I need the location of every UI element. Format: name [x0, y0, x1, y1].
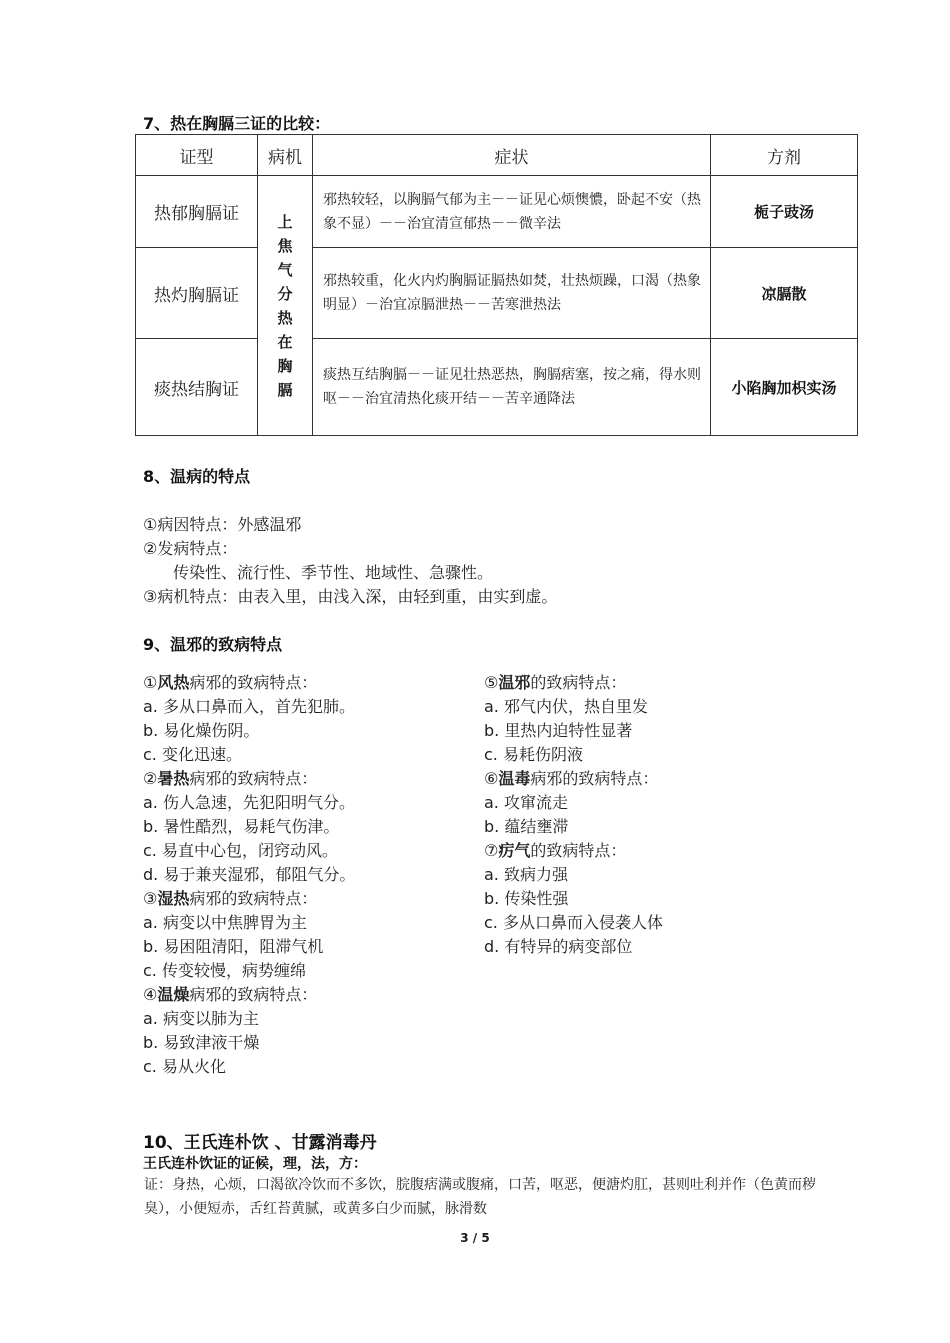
syndrome-type: 热灼胸膈证 [136, 248, 258, 339]
circled-number: ② [143, 769, 158, 788]
mechanism-char: 焦 [277, 236, 293, 255]
header-cell: 证型 [136, 135, 258, 176]
circled-number: ③ [143, 889, 158, 908]
feature-line: ③病机特点：由表入里，由浅入深，由轻到重，由实到虚。 [143, 587, 558, 606]
pathogen-name: 疠气 [498, 841, 531, 860]
section-10-subtitle: 王氏连朴饮证的证候，理，法，方： [143, 1156, 367, 1172]
section-10-body: 证：身热，心烦，口渴欲冷饮而不多饮，脘腹痞满或腹痛，口苦，呕恶，便溏灼肛，甚则吐利并作（色黄而秽臭），小便短赤，舌红苔黄腻，或黄多白少而腻，脉滑数 [144, 1177, 816, 1217]
circled-number: ① [143, 673, 158, 692]
list-item: a. 邪气内伏，热自里发 [484, 697, 648, 716]
section-10-title: 10、王氏连朴饮 、甘露消毒丹 [143, 1133, 377, 1153]
list-item: c. 变化迅速。 [143, 745, 242, 764]
table-row [136, 339, 858, 436]
circled-number: ⑤ [484, 673, 499, 692]
subsection-heading [143, 670, 317, 693]
circled-number: ⑦ [484, 841, 499, 860]
subsection-heading [143, 886, 317, 909]
list-item: c. 易从火化 [143, 1057, 226, 1076]
subsection-heading [143, 982, 317, 1005]
header-cell: 方剂 [711, 135, 858, 176]
pathogen-name: 温毒 [498, 769, 531, 788]
mechanism-char: 胸 [277, 356, 293, 375]
list-item: a. 攻窜流走 [484, 793, 568, 812]
formula-name: 凉膈散 [711, 248, 858, 339]
list-item: d. 易于兼夹湿邪，郁阻气分。 [143, 865, 356, 884]
pathogen-name: 风热 [157, 673, 190, 692]
header-cell: 症状 [313, 135, 711, 176]
list-item: b. 暑性酷烈，易耗气伤津。 [143, 817, 340, 836]
feature-line: ①病因特点：外感温邪 [143, 515, 302, 534]
subsection-heading [484, 838, 626, 861]
pathogen-name: 温燥 [157, 985, 190, 1004]
table-row [136, 176, 858, 248]
symptom-text: 邪热较轻，以胸膈气郁为主－－证见心烦懊憹，卧起不安（热象不显）－－治宜清宣郁热－－微辛法 [313, 176, 711, 248]
formula-name: 小陷胸加枳实汤 [711, 339, 858, 436]
list-item: a. 致病力强 [484, 865, 568, 884]
feature-line: ②发病特点： [143, 539, 238, 558]
syndrome-type: 痰热结胸证 [136, 339, 258, 436]
list-item: c. 易直中心包，闭窍动风。 [143, 841, 338, 860]
heading-rest: 病邪的致病特点： [530, 769, 659, 788]
formula-name: 栀子豉汤 [711, 176, 858, 248]
list-item: b. 易困阻清阳，阻滞气机 [143, 937, 324, 956]
heading-rest: 病邪的致病特点： [189, 985, 318, 1004]
list-item: a. 多从口鼻而入，首先犯肺。 [143, 697, 355, 716]
list-item: b. 易化燥伤阴。 [143, 721, 260, 740]
symptom-text: 邪热较重，化火内灼胸膈证膈热如焚，壮热烦躁，口渴（热象明显）－治宜凉膈泄热－－苦寒泄热法 [313, 248, 711, 339]
mechanism-char: 在 [277, 332, 293, 351]
symptom-text: 痰热互结胸膈－－证见壮热恶热，胸膈痞塞，按之痛，得水则呕－－治宜清热化痰开结－－苦辛通降法 [313, 339, 711, 436]
pathogen-name: 暑热 [157, 769, 190, 788]
subsection-heading [484, 766, 658, 789]
circled-number: ⑥ [484, 769, 499, 788]
section-8-title: 8、温病的特点 [143, 467, 251, 486]
pathogen-name: 温邪 [498, 673, 531, 692]
subsection-heading [484, 670, 626, 693]
feature-line: 传染性、流行性、季节性、地域性、急骤性。 [173, 563, 494, 582]
mechanism-cell [258, 176, 313, 436]
syndrome-type: 热郁胸膈证 [136, 176, 258, 248]
mechanism-char: 上 [277, 212, 293, 231]
heading-rest: 病邪的致病特点： [189, 769, 318, 788]
mechanism-char: 膈 [277, 380, 293, 399]
comparison-table [135, 134, 858, 436]
pathogen-name: 湿热 [157, 889, 190, 908]
list-item: b. 传染性强 [484, 889, 569, 908]
mechanism-char: 分 [277, 284, 293, 303]
circled-number: ④ [143, 985, 158, 1004]
section-9-title: 9、温邪的致病特点 [143, 635, 283, 654]
list-item: c. 传变较慢，病势缠绵 [143, 961, 306, 980]
list-item: a. 病变以中焦脾胃为主 [143, 913, 307, 932]
list-item: b. 易致津液干燥 [143, 1033, 260, 1052]
heading-rest: 的致病特点： [530, 673, 627, 692]
heading-rest: 病邪的致病特点： [189, 889, 318, 908]
section-7-title: 7、热在胸膈三证的比较： [143, 114, 331, 133]
heading-rest: 的致病特点： [530, 841, 627, 860]
mechanism-char: 气 [277, 260, 293, 279]
list-item: c. 易耗伤阴液 [484, 745, 583, 764]
table-row [136, 248, 858, 339]
header-cell: 病机 [258, 135, 313, 176]
list-item: a. 伤人急速，先犯阳明气分。 [143, 793, 355, 812]
list-item: d. 有特异的病变部位 [484, 937, 633, 956]
list-item: c. 多从口鼻而入侵袭人体 [484, 913, 663, 932]
page-number: 3 / 5 [460, 1231, 490, 1245]
table-header-row [136, 135, 858, 176]
heading-rest: 病邪的致病特点： [189, 673, 318, 692]
subsection-heading [143, 766, 317, 789]
list-item: b. 蕴结壅滞 [484, 817, 569, 836]
mechanism-char: 热 [277, 308, 293, 327]
list-item: a. 病变以肺为主 [143, 1009, 259, 1028]
list-item: b. 里热内迫特性显著 [484, 721, 633, 740]
